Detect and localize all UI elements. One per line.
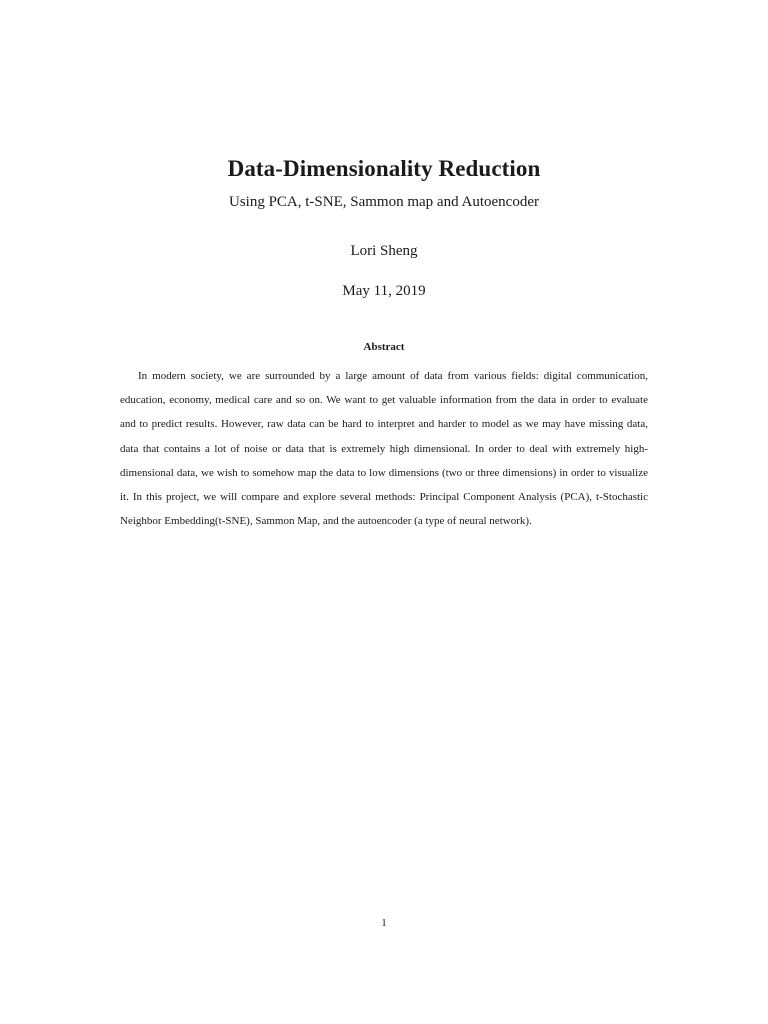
paper-subtitle: Using PCA, t-SNE, Sammon map and Autoencoder: [229, 194, 539, 210]
abstract-heading: Abstract: [363, 341, 405, 353]
abstract-body: In modern society, we are surrounded by a large amount of data from various fields: digital communication, education, economy, medical care and so on. We want to get valuable information from the data in order to evaluate and to predict results. However, raw data can be hard to interpret and harder to model as we may have missing data, data that contains a lot of noise or data that is extremely high dimensional. In order to deal with extremely high-dimensional data, we wish to somehow map the data to low dimensions (two or three dimensions) in order to visualize it. In this project, we will compare and explore several methods: Principal Component Analysis (PCA), t-Stochastic Neighbor Embedding(t-SNE), Sammon Map, and the autoencoder (a type of neural network).: [120, 370, 648, 528]
paper-title: Data-Dimensionality Reduction: [227, 156, 541, 181]
paper-date: May 11, 2019: [342, 283, 426, 299]
paper-author: Lori Sheng: [350, 243, 418, 259]
page-number: 1: [381, 917, 387, 929]
